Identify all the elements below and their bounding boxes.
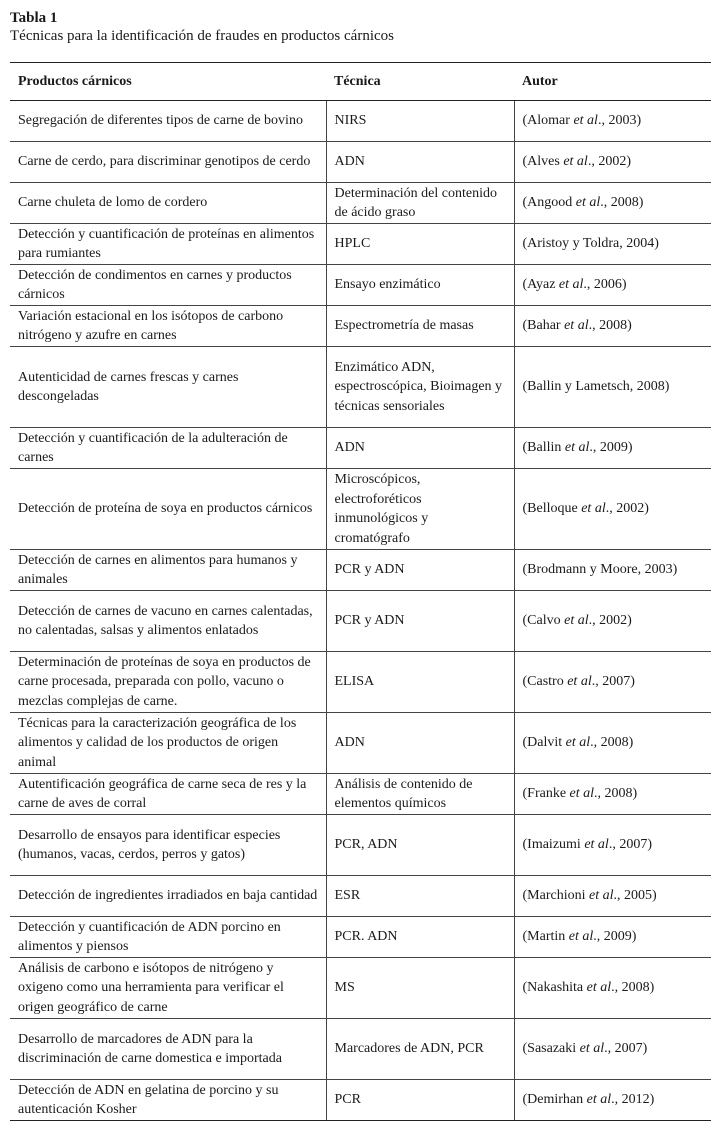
table-row	[10, 347, 711, 428]
cell-technique: HPLC	[326, 224, 514, 265]
column-header-author: Autor	[514, 63, 711, 101]
author-pre: (Belloque	[522, 501, 582, 517]
author-post: ., 2005)	[613, 888, 657, 904]
cell-product: Técnicas para la caracterización geográfica de los alimentos y calidad de los productos de origen animal	[10, 713, 326, 774]
author-pre: (Marchioni	[522, 888, 589, 904]
cell-author	[514, 815, 711, 876]
author-pre: (Alomar	[522, 113, 574, 129]
author-etal: et al	[567, 674, 592, 690]
table-row	[10, 774, 711, 815]
table-row	[10, 713, 711, 774]
cell-technique: ESR	[326, 876, 514, 917]
author-etal: et al	[573, 113, 598, 129]
table-row	[10, 306, 711, 347]
author-pre: (Calvo	[522, 613, 565, 629]
author-post: ., 2008)	[600, 195, 644, 211]
table-row	[10, 265, 711, 306]
cell-product: Autenticidad de carnes frescas y carnes descongeladas	[10, 347, 326, 428]
author-etal: et al	[563, 154, 588, 170]
cell-product: Segregación de diferentes tipos de carne de bovino	[18, 113, 303, 129]
author-etal: et al	[581, 501, 606, 517]
author-etal: et al	[584, 837, 609, 853]
author-etal: et al	[586, 1092, 612, 1108]
cell-product: Detección de ADN en gelatina de porcino y su autenticación Kosher	[10, 1080, 326, 1121]
author-pre: (Sasazaki	[522, 1041, 580, 1057]
cell-author	[514, 101, 711, 142]
author-etal: et al	[569, 786, 595, 802]
table-title: Técnicas para la identificación de fraudes en productos cárnicos	[10, 28, 394, 44]
author-pre: (Angood	[522, 195, 576, 211]
cell-product: Determinación de proteínas de soya en productos de carne procesada, preparada con pollo, vacuno o mezclas complejas de carne.	[10, 652, 326, 713]
author-etal: et al	[564, 613, 589, 629]
cell-technique: PCR y ADN	[326, 591, 514, 652]
cell-technique: Ensayo enzimático	[326, 265, 514, 306]
cell-technique: Espectrometría de masas	[326, 306, 514, 347]
table-label: Tabla 1	[10, 10, 58, 26]
author-post: ., 2009)	[589, 440, 633, 456]
cell-technique: PCR y ADN	[326, 550, 514, 591]
author-pre: (Bahar	[522, 318, 565, 334]
table-row	[10, 591, 711, 652]
author-post: ., 2008)	[590, 735, 634, 751]
cell-product: Detección de ingredientes irradiados en baja cantidad	[10, 876, 326, 917]
fraud-techniques-table	[10, 62, 711, 1121]
cell-product: Detección de proteína de soya en productos cárnicos	[10, 469, 326, 550]
author-post: ., 2003)	[597, 113, 642, 129]
cell-technique: Marcadores de ADN, PCR	[326, 1019, 514, 1080]
table-row	[10, 1080, 711, 1121]
author-post: ., 2008)	[588, 318, 632, 334]
cell-author	[514, 876, 711, 917]
cell-product: Autentificación geográfica de carne seca de res y la carne de aves de corral	[10, 774, 326, 815]
cell-product: Detección de carnes de vacuno en carnes calentadas, no calentadas, salsas y alimentos enlatados	[10, 591, 326, 652]
cell-technique: NIRS	[326, 101, 514, 142]
cell-author	[514, 917, 711, 958]
table-header-row	[10, 63, 711, 101]
table-row	[10, 917, 711, 958]
author-post: ., 2008)	[594, 786, 638, 802]
cell-author	[514, 713, 711, 774]
cell-product: Carne de cerdo, para discriminar genotipos de cerdo	[10, 142, 326, 183]
cell-product: Desarrollo de ensayos para identificar especies (humanos, vacas, cerdos, perros y gatos)	[10, 815, 326, 876]
cell-author	[514, 774, 711, 815]
author-etal: et al	[568, 929, 594, 945]
table-row	[10, 1019, 711, 1080]
cell-product: Análisis de carbono e isótopos de nitrógeno y oxigeno como una herramienta para verificar el origen geográfico de carne	[10, 958, 326, 1019]
author-pre: (Demirhan	[522, 1092, 587, 1108]
cell-author	[514, 591, 711, 652]
cell-technique: Determinación del contenido de ácido graso	[326, 183, 514, 224]
author-pre: (Imaizumi	[522, 837, 585, 853]
cell-author	[514, 958, 711, 1019]
table-row	[10, 428, 711, 469]
cell-product: Detección y cuantificación de proteínas en alimentos para rumiantes	[10, 224, 326, 265]
table-row	[10, 224, 711, 265]
cell-author	[514, 428, 711, 469]
table-caption	[10, 9, 394, 46]
author-etal: et al	[558, 277, 584, 293]
cell-technique: ADN	[326, 428, 514, 469]
cell-product: Desarrollo de marcadores de ADN para la discriminación de carne domestica e importada	[10, 1019, 326, 1080]
author-post: ., 2009)	[593, 929, 637, 945]
cell-technique: Análisis de contenido de elementos químicos	[326, 774, 514, 815]
column-header-products: Productos cárnicos	[10, 63, 326, 101]
author-post: ., 2012)	[611, 1092, 655, 1108]
author-pre: (Aristoy y Toldra, 2004)	[522, 236, 659, 252]
cell-product: Detección y cuantificación de ADN porcino en alimentos y piensos	[10, 917, 326, 958]
cell-technique: ADN	[326, 713, 514, 774]
cell-technique: MS	[326, 958, 514, 1019]
table-row	[10, 815, 711, 876]
table-row	[10, 142, 711, 183]
table-row	[10, 183, 711, 224]
author-pre: (Ayaz	[522, 277, 559, 293]
cell-product: Detección de carnes en alimentos para humanos y animales	[10, 550, 326, 591]
cell-author	[514, 224, 711, 265]
table-row	[10, 958, 711, 1019]
cell-author	[514, 142, 711, 183]
author-pre: (Martin	[522, 929, 569, 945]
author-pre: (Castro	[522, 674, 568, 690]
author-etal: et al	[579, 1041, 605, 1057]
author-pre: (Alves	[522, 154, 564, 170]
column-header-technique: Técnica	[326, 63, 514, 101]
author-post: ., 2002)	[605, 501, 649, 517]
author-post: ., 2008)	[611, 980, 655, 996]
table-row	[10, 652, 711, 713]
cell-author	[514, 469, 711, 550]
cell-technique: PCR, ADN	[326, 815, 514, 876]
author-post: ., 2007)	[591, 674, 635, 690]
author-pre: (Ballin	[522, 440, 565, 456]
author-post: ., 2007)	[604, 1041, 648, 1057]
cell-author	[514, 347, 711, 428]
table-row	[10, 469, 711, 550]
cell-technique: Microscópicos, electroforéticos inmunológicos y cromatógrafo	[326, 469, 514, 550]
author-etal: et al	[564, 318, 589, 334]
author-pre: (Franke	[522, 786, 570, 802]
cell-author	[514, 306, 711, 347]
cell-product: Detección de condimentos en carnes y productos cárnicos	[10, 265, 326, 306]
author-pre: (Brodmann y Moore, 2003)	[522, 562, 678, 578]
author-etal: et al	[575, 195, 601, 211]
table-row	[10, 550, 711, 591]
author-post: ., 2006)	[583, 277, 627, 293]
cell-product: Carne chuleta de lomo de cordero	[10, 183, 326, 224]
cell-author	[514, 265, 711, 306]
cell-technique: PCR. ADN	[326, 917, 514, 958]
author-pre: (Dalvit	[522, 735, 566, 751]
table-row	[10, 101, 711, 142]
author-pre: (Nakashita	[522, 980, 587, 996]
cell-product: Variación estacional en los isótopos de carbono nitrógeno y azufre en carnes	[10, 306, 326, 347]
author-etal: et al	[565, 735, 591, 751]
cell-author	[514, 550, 711, 591]
author-etal: et al	[586, 980, 612, 996]
cell-product: Detección y cuantificación de la adulteración de carnes	[10, 428, 326, 469]
cell-author	[514, 1080, 711, 1121]
author-post: ., 2002)	[587, 154, 631, 170]
table-row	[10, 876, 711, 917]
cell-technique: Enzimático ADN, espectroscópica, Bioimagen y técnicas sensoriales	[326, 347, 514, 428]
author-etal: et al	[564, 440, 590, 456]
cell-author	[514, 183, 711, 224]
author-post: ., 2007)	[608, 837, 652, 853]
cell-technique: PCR	[326, 1080, 514, 1121]
cell-technique: ELISA	[326, 652, 514, 713]
cell-author	[514, 1019, 711, 1080]
cell-author	[514, 652, 711, 713]
cell-technique: ADN	[326, 142, 514, 183]
author-etal: et al	[588, 888, 614, 904]
author-pre: (Ballin y Lametsch, 2008)	[522, 379, 670, 395]
author-post: ., 2002)	[588, 613, 632, 629]
